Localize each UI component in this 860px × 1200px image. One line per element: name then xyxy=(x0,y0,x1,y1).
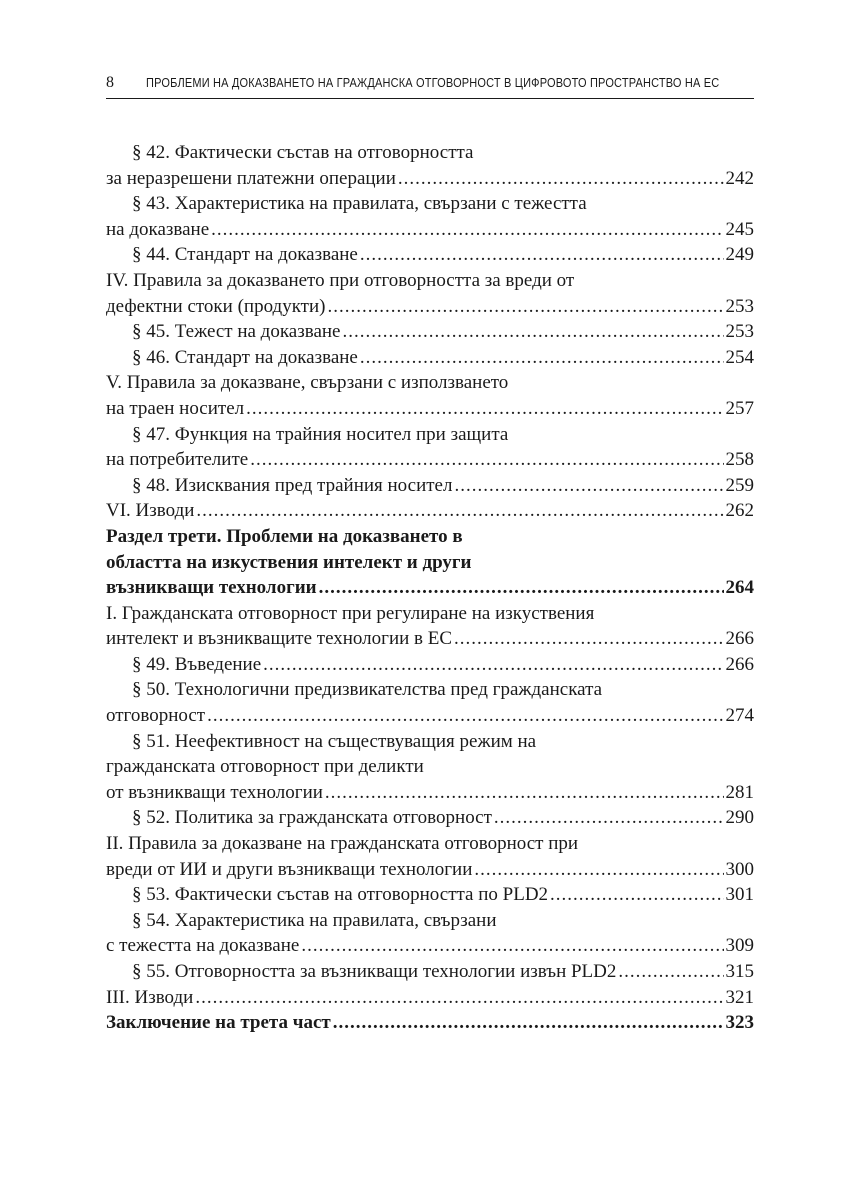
toc-line xyxy=(106,908,754,934)
toc-entry-text: § 54. Характеристика на правилата, свързани xyxy=(132,909,497,931)
toc-page-number: 253 xyxy=(725,295,754,317)
toc-leader-dots xyxy=(474,857,723,883)
toc-line xyxy=(106,473,754,499)
toc-line xyxy=(106,626,754,652)
toc-line xyxy=(106,447,754,473)
toc-leader-dots xyxy=(319,575,724,601)
toc-entry-text: Раздел трети. Проблеми на доказването в xyxy=(106,525,463,547)
toc-page-number: 258 xyxy=(725,449,754,471)
toc-line xyxy=(106,140,754,166)
toc-page-number: 300 xyxy=(725,858,754,880)
toc-page-number: 259 xyxy=(725,474,754,496)
toc-entry xyxy=(106,140,754,191)
toc-page-number: 254 xyxy=(725,346,754,368)
toc-leader-dots xyxy=(550,882,723,908)
toc-entry-text: областта на изкуствения интелект и други xyxy=(106,551,472,573)
toc-line xyxy=(106,857,754,883)
toc-line xyxy=(106,345,754,371)
toc-entry xyxy=(106,345,754,371)
page-number: 8 xyxy=(106,74,114,91)
toc-entry-text: дефектни стоки (продукти) xyxy=(106,295,326,317)
toc-entry-text: с тежестта на доказване xyxy=(106,935,300,957)
toc-page-number: 262 xyxy=(725,500,754,522)
toc-line xyxy=(106,319,754,345)
toc-entry-text: § 50. Технологични предизвикателства пред гражданската xyxy=(132,679,603,701)
toc-line xyxy=(106,396,754,422)
toc-line xyxy=(106,933,754,959)
toc-line xyxy=(106,370,754,396)
toc-page-number: 323 xyxy=(725,1012,754,1034)
toc-line xyxy=(106,268,754,294)
toc-line xyxy=(106,524,754,550)
toc-entry xyxy=(106,422,754,473)
toc-entry xyxy=(106,498,754,524)
toc-leader-dots xyxy=(454,626,723,652)
toc-line xyxy=(106,754,754,780)
toc-entry xyxy=(106,831,754,882)
toc-entry xyxy=(106,985,754,1011)
toc-line xyxy=(106,805,754,831)
toc-entry-text: § 46. Стандарт на доказване xyxy=(132,346,358,368)
toc-page-number: 281 xyxy=(725,781,754,803)
toc-page-number: 315 xyxy=(725,961,754,982)
toc-entry-text: гражданската отговорност при деликти xyxy=(106,756,424,778)
toc-line xyxy=(106,498,754,524)
toc-page-number: 242 xyxy=(725,167,754,189)
toc-line xyxy=(106,959,754,985)
toc-leader-dots xyxy=(343,319,724,345)
toc-leader-dots xyxy=(333,1010,724,1036)
toc-entry-text: § 49. Въведение xyxy=(132,653,262,675)
toc-entry-text: за неразрешени платежни операции xyxy=(106,167,396,189)
toc-leader-dots xyxy=(195,985,723,1011)
toc-entry xyxy=(106,677,754,728)
toc-leader-dots xyxy=(211,217,723,243)
toc-page-number: 301 xyxy=(725,884,754,906)
toc-entry-text: Заключение на трета част xyxy=(106,1012,331,1034)
toc-line xyxy=(106,780,754,806)
toc-leader-dots xyxy=(301,933,723,959)
toc-leader-dots xyxy=(454,473,723,499)
toc-entry xyxy=(106,1010,754,1036)
toc-page-number: 264 xyxy=(725,577,754,599)
toc-entry-text: II. Правила за доказване на гражданската отговорност при xyxy=(106,833,579,855)
toc-line xyxy=(106,831,754,857)
toc-line xyxy=(106,191,754,217)
toc-leader-dots xyxy=(207,703,723,729)
toc-line xyxy=(106,166,754,192)
toc-line xyxy=(106,242,754,268)
toc-line xyxy=(106,1010,754,1036)
toc-leader-dots xyxy=(263,652,723,678)
toc-line xyxy=(106,550,754,576)
toc-line xyxy=(106,677,754,703)
toc-page-number: 253 xyxy=(725,321,754,343)
toc-entry-text: IV. Правила за доказването при отговорността за вреди от xyxy=(106,269,575,291)
toc-page-number: 257 xyxy=(725,397,754,419)
toc-entry xyxy=(106,191,754,242)
toc-entry-text: VI. Изводи xyxy=(106,500,195,522)
toc-line xyxy=(106,422,754,448)
toc-entry xyxy=(106,882,754,908)
toc-entry xyxy=(106,652,754,678)
toc-line xyxy=(106,575,754,601)
toc-entry-text: § 44. Стандарт на доказване xyxy=(132,244,358,266)
toc-entry-text: интелект и възникващите технологии в ЕС xyxy=(106,628,453,650)
toc-entry xyxy=(106,908,754,959)
toc-page-number: 274 xyxy=(725,705,754,727)
toc-entry-text: § 52. Политика за гражданската отговорност xyxy=(132,807,492,829)
toc-entry-text: V. Правила за доказване, свързани с използването xyxy=(106,372,509,394)
toc-leader-dots xyxy=(360,345,724,371)
toc-entry-text: § 45. Тежест на доказване xyxy=(132,321,341,343)
toc-entry xyxy=(106,524,754,601)
running-title: ПРОБЛЕМИ НА ДОКАЗВАНЕТО НА ГРАЖДАНСКА ОТГОВОРНОСТ В ЦИФРОВОТО ПРОСТРАНСТВО НА ЕС xyxy=(146,76,720,90)
toc-page-number: 290 xyxy=(725,807,754,829)
toc-leader-dots xyxy=(246,396,723,422)
toc-entry-text: § 51. Неефективност на съществуващия режим на xyxy=(132,730,537,752)
toc-leader-dots xyxy=(618,959,723,985)
toc-entry xyxy=(106,473,754,499)
toc-entry xyxy=(106,268,754,319)
toc-entry-text: § 48. Изисквания пред трайния носител xyxy=(132,474,453,496)
toc-leader-dots xyxy=(327,294,723,320)
toc-page-number: 245 xyxy=(725,218,754,240)
toc-leader-dots xyxy=(398,166,724,192)
toc-entry xyxy=(106,729,754,806)
toc-line xyxy=(106,217,754,243)
toc-line xyxy=(106,882,754,908)
toc-entry-text: на доказване xyxy=(106,218,210,240)
toc-line xyxy=(106,601,754,627)
toc-leader-dots xyxy=(196,498,723,524)
toc-leader-dots xyxy=(494,805,724,831)
toc-entry-text: I. Гражданската отговорност при регулиране на изкуствения xyxy=(106,602,595,624)
toc-page-number: 266 xyxy=(725,653,754,675)
toc-line xyxy=(106,652,754,678)
toc-entry-text: § 43. Характеристика на правилата, свързани с тежестта xyxy=(132,193,587,215)
toc-page-number: 266 xyxy=(725,628,754,650)
toc-entry-text: от възникващи технологии xyxy=(106,781,323,803)
toc-entry-text: § 53. Фактически състав на отговорността по PLD2 xyxy=(132,884,549,906)
toc-entry xyxy=(106,319,754,345)
toc-line xyxy=(106,729,754,755)
toc-leader-dots xyxy=(360,242,724,268)
toc-entry-text: на траен носител xyxy=(106,397,245,419)
toc-entry-text: § 42. Фактически състав на отговорността xyxy=(132,142,474,163)
toc-entry xyxy=(106,601,754,652)
toc-entry-text: III. Изводи xyxy=(106,986,194,1008)
toc-entry xyxy=(106,959,754,985)
toc-page-number: 249 xyxy=(725,244,754,266)
toc-page-number: 309 xyxy=(725,935,754,957)
toc-entry-text: на потребителите xyxy=(106,449,249,471)
toc-entry-text: отговорност xyxy=(106,705,206,727)
toc-entry-text: § 55. Отговорността за възникващи технологии извън PLD2 xyxy=(132,961,617,982)
toc-line xyxy=(106,985,754,1011)
toc-line xyxy=(106,294,754,320)
toc-page-number: 321 xyxy=(725,986,754,1008)
toc-leader-dots xyxy=(250,447,723,473)
toc-entry-text: § 47. Функция на трайния носител при защита xyxy=(132,423,509,445)
toc-entry xyxy=(106,805,754,831)
toc-entry xyxy=(106,242,754,268)
toc-entry xyxy=(106,370,754,421)
toc-entry-text: вреди от ИИ и други възникващи технологии xyxy=(106,858,473,880)
toc-entry-text: възникващи технологии xyxy=(106,577,317,599)
toc-line xyxy=(106,703,754,729)
table-of-contents xyxy=(106,140,754,1036)
page-header xyxy=(106,72,754,99)
toc-leader-dots xyxy=(325,780,724,806)
